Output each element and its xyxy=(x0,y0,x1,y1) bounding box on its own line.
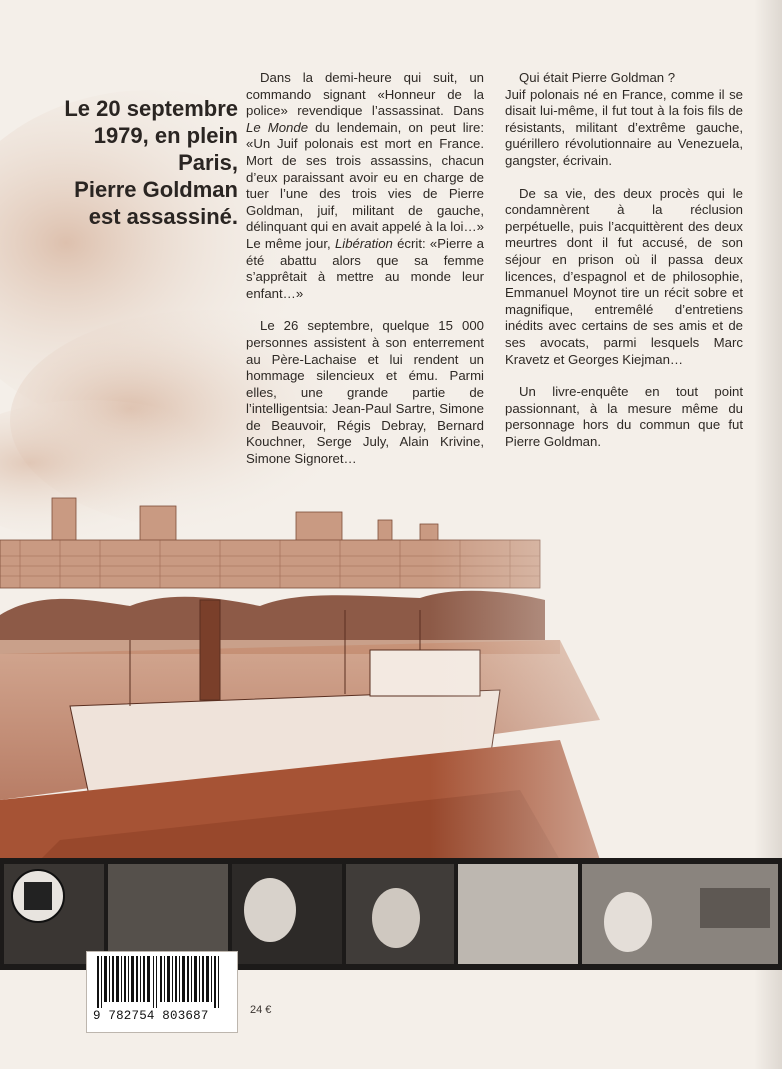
headline-line: est assassiné. xyxy=(88,204,238,229)
text-span: écrit: «Pierre a été abattu alors que sa femme s’apprêtait à mettre au monde leur enfant…» xyxy=(246,235,484,301)
paragraph-life-summary: De sa vie, des deux procès qui le condamnèrent à la réclusion perpétuelle, puis l’acquittèrent des deux meurtres dont il fut accusé, de son séjour en prison où il passa deux licences, d’espagnol et de philosophie, Emmanuel Moynot tire un récit sobre et magnifique, entremêlé d’entretiens inédits avec certains de ses amis et de ses avocats, parmi lesquels Marc Kravetz et Georges Kiejman… xyxy=(505,185,743,367)
answer-text: Juif polonais né en France, comme il se disait lui-même, il fut tout à la fois fils de résistants, militant d’extrême gauche, guérillero révolutionnaire au Venezuela, gangster, écrivain. xyxy=(505,86,743,168)
headline-line: 1979, en plein Paris, xyxy=(93,123,238,175)
newspaper-title: Le Monde xyxy=(246,119,309,135)
paragraph-conclusion: Un livre-enquête en tout point passionnant, à la mesure même du personnage hors du commun que fut Pierre Goldman. xyxy=(505,384,743,449)
isbn-barcode xyxy=(86,951,238,1033)
isbn-digits: 9 782754 803687 xyxy=(93,1009,209,1023)
text-column-left xyxy=(246,70,484,484)
question-line: Qui était Pierre Goldman ? xyxy=(519,70,676,85)
barcode-bars xyxy=(87,952,237,1008)
paragraph-assassination-claim xyxy=(246,70,484,302)
headline-line: Pierre Goldman xyxy=(74,177,238,202)
text-span: du lendemain, on peut lire: «Un Juif polonais est mort en France. Mort de ses trois assassins, chacun d’eux paraissant avoir eu en charge de tuer l’une des trois vies de Pierre Goldman, juif, militant de gauche, délinquant qui en avait appelé à la loi…» Le même jour, xyxy=(246,119,484,251)
paragraph-who-was xyxy=(505,70,743,170)
paragraph-funeral: Le 26 septembre, quelque 15 000 personnes assistent à son enterrement au Père-Lachaise et lui rendent un hommage silencieux et ému. Parmi elles, une grande partie de l’intelligentsia: Jean-Paul Sartre, Simone de Beauvoir, Régis Debray, Bernard Kouchner, Serge July, Alain Krivine, Simone Signoret… xyxy=(246,318,484,467)
back-cover-headline xyxy=(40,95,238,230)
text-span: Dans la demi-heure qui suit, un commando signant «Honneur de la police» revendique l’assassinat. Dans xyxy=(246,70,484,119)
newspaper-title: Libération xyxy=(334,235,393,251)
text-column-right xyxy=(505,70,743,466)
headline-line: Le 20 septembre xyxy=(64,96,238,121)
price-label: 24 € xyxy=(250,1004,272,1016)
